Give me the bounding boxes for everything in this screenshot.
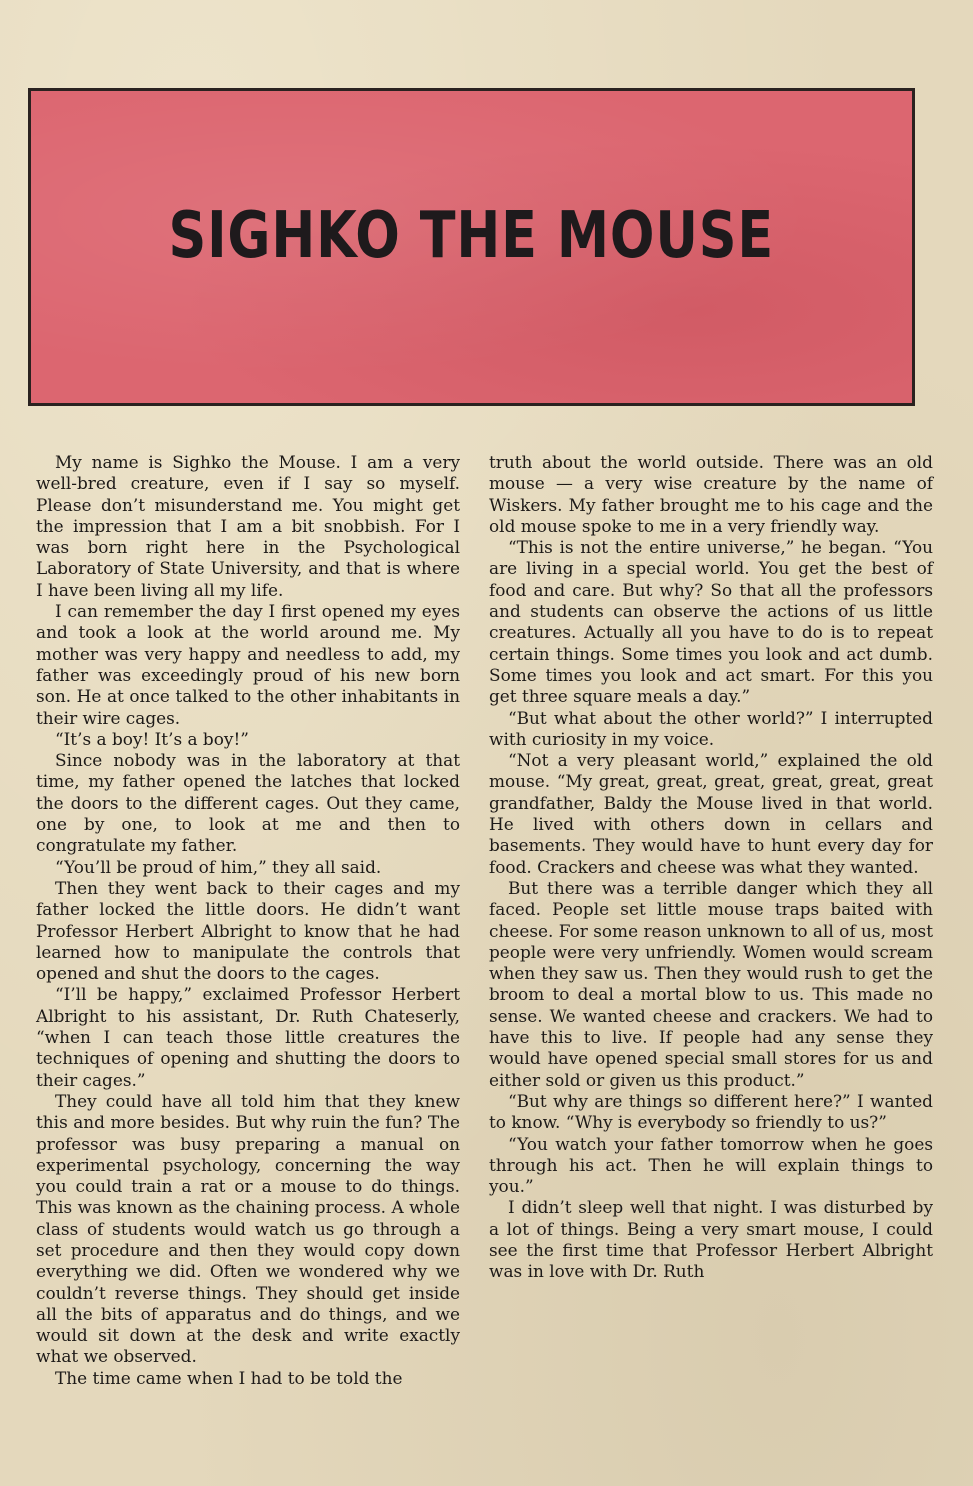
- paragraph: They could have all told him that they knew this and more besides. But why ruin the fun? The professor was busy preparing a manual on experimental psychology, concerning the way you could train a rat or a mouse to do things. This was known as the chaining process. A whole class of students would watch us go through a set procedure and then they would copy down everything we did. Often we wondered why we couldn’t reverse things. They should get inside all the bits of apparatus and do things, and we would sit down at the desk and write exactly what we observed.: [36, 1090, 460, 1367]
- paragraph: “It’s a boy! It’s a boy!”: [55, 728, 249, 749]
- story-title: SIGHKO THE MOUSE: [168, 199, 775, 273]
- paragraph: “But what about the other world?” I interrupted with curiosity in my voice.: [489, 707, 933, 749]
- paragraph: “I’ll be happy,” exclaimed Professor Herbert Albright to his assistant, Dr. Ruth Chateserly, “when I can teach those little creatures the techniques of opening and shutting the doors to their cages.”: [36, 984, 460, 1090]
- paragraph: I can remember the day I first opened my eyes and took a look at the world around me. My mother was very happy and needless to add, my father was exceedingly proud of his new born son. He at once talked to the other inhabitants in their wire cages.: [36, 601, 460, 728]
- paragraph: But there was a terrible danger which they all faced. People set little mouse traps baited with cheese. For some reason unknown to all of us, most people were very unfriendly. Women would scream when they saw us. Then they would rush to get the broom to deal a mortal blow to us. This made no sense. We wanted cheese and crackers. We had to have this to live. If people had any sense they would have opened special small stores for us and either sold or given us this product.”: [489, 877, 933, 1090]
- paragraph: My name is Sighko the Mouse. I am a very well-bred creature, even if I say so myself. Please don’t misunderstand me. You might get the impression that I am a bit snobbish. For I was born right here in the Psychological Laboratory of State University, and that is where I have been living all my life.: [36, 452, 460, 600]
- paragraph: I didn’t sleep well that night. I was disturbed by a lot of things. Being a very smart mouse, I could see the first time that Professor Herbert Albright was in love with Dr. Ruth: [489, 1197, 933, 1282]
- paragraph: “But why are things so different here?” I wanted to know. “Why is everybody so friendly to us?”: [489, 1090, 933, 1133]
- right-column: [489, 452, 933, 1283]
- paragraph: “Not a very pleasant world,” explained the old mouse. “My great, great, great, great, great, great grandfather, Baldy the Mouse lived in that world. He lived with others down in cellars and basements. They would have to hunt every day for food. Crackers and cheese was what they wanted.: [489, 750, 933, 877]
- paragraph: Then they went back to their cages and my father locked the little doors. He didn’t want Professor Herbert Albright to know that he had learned how to manipulate the controls that opened and shut the doors to the cages.: [36, 877, 460, 984]
- paragraph: “You watch your father tomorrow when he goes through his act. Then he will explain things to you.”: [489, 1133, 933, 1197]
- paragraph: Since nobody was in the laboratory at that time, my father opened the latches that locked the doors to the different cages. Out they came, one by one, to look at me and then to congratulate my father.: [36, 750, 460, 856]
- paragraph: The time came when I had to be told the: [55, 1367, 403, 1388]
- paragraph: “This is not the entire universe,” he began. “You are living in a special world. You get the best of food and care. But why? So that all the professors and students can observe the actions of us little creatures. Actually all you have to do is to repeat certain things. Some times you look and act dumb. Some times you look and act smart. For this you get three square meals a day.”: [489, 537, 933, 707]
- paragraph-continued: truth about the world outside. There was an old mouse — a very wise creature by the name of Wiskers. My father brought me to his cage and the old mouse spoke to me in a very friendly way.: [489, 452, 933, 536]
- paragraph: “You’ll be proud of him,” they all said.: [55, 856, 382, 877]
- title-banner: [28, 88, 915, 406]
- left-column: [36, 452, 460, 1389]
